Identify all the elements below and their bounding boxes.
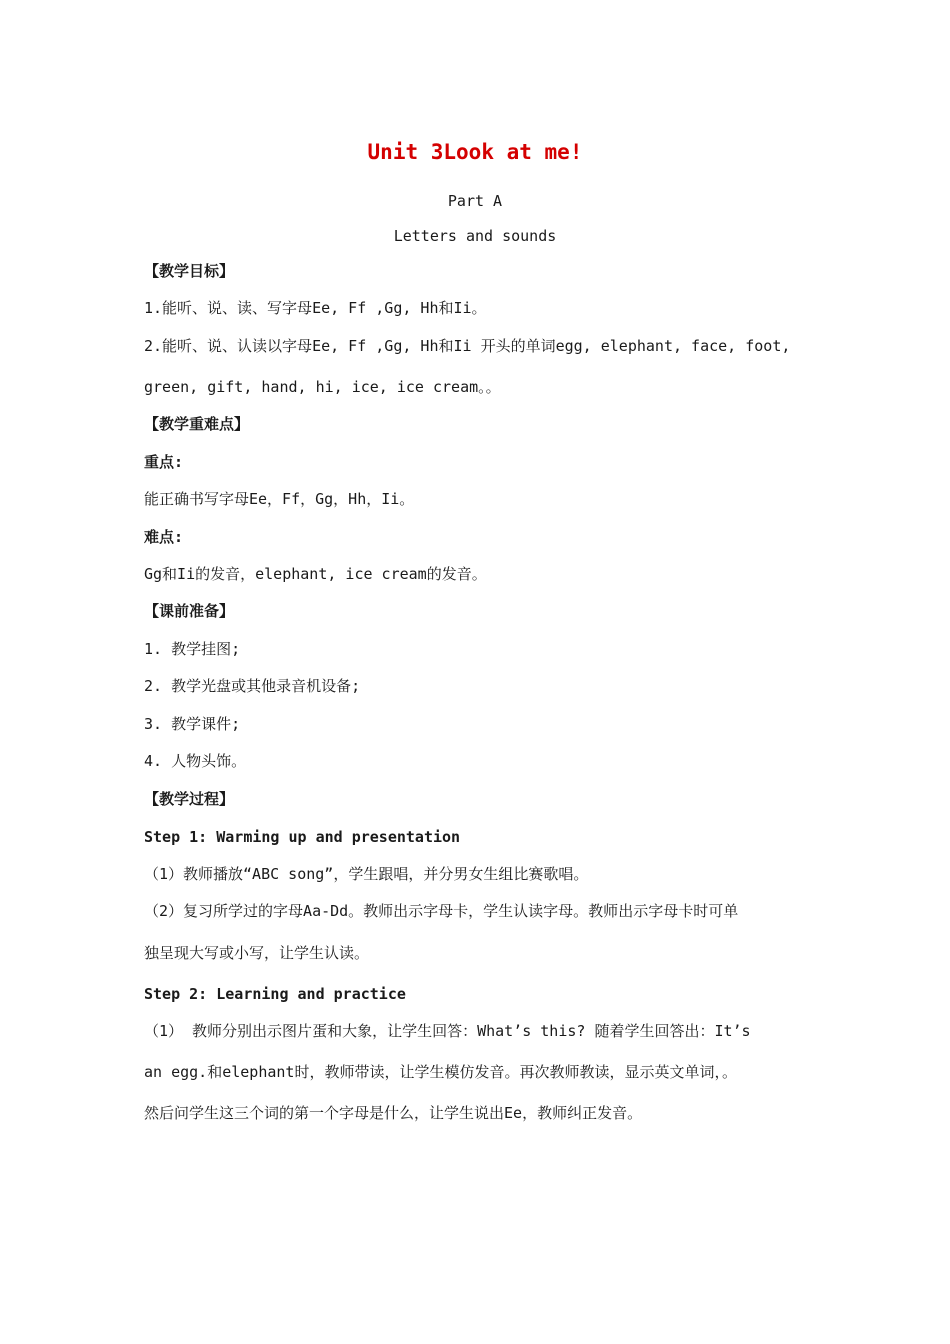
lesson-heading: Letters and sounds bbox=[393, 227, 557, 245]
section-process: 【教学过程】 bbox=[144, 790, 235, 808]
difficulty-label: 难点: bbox=[144, 528, 184, 546]
step-1-para-2-line1: （2）复习所学过的字母Aa-Dd。教师出示字母卡，学生认读字母。教师出示字母卡时可单 bbox=[144, 902, 739, 920]
step-1-para-2-line2: 独呈现大写或小写，让学生认读。 bbox=[144, 944, 370, 962]
key-label: 重点: bbox=[144, 453, 184, 471]
prep-item-1: 1. 教学挂图; bbox=[144, 640, 241, 658]
step-1-heading: Step 1: Warming up and presentation bbox=[144, 828, 461, 846]
key-text: 能正确书写字母Ee，Ff，Gg，Hh，Ii。 bbox=[144, 490, 415, 508]
step-2-para-1-line1: （1） 教师分别出示图片蛋和大象，让学生回答：What’s this? 随着学生回答出：It’s bbox=[144, 1022, 751, 1040]
objective-2-line1: 2.能听、说、认读以字母Ee, Ff ,Gg, Hh和Ii 开头的单词egg, elephant, face, foot, bbox=[144, 337, 791, 355]
difficulty-text: Gg和Ii的发音，elephant, ice cream的发音。 bbox=[144, 565, 487, 583]
objective-1: 1.能听、说、读、写字母Ee, Ff ,Gg, Hh和Ii。 bbox=[144, 299, 487, 317]
step-1-para-1: （1）教师播放“ABC song”，学生跟唱，并分男女生组比赛歌唱。 bbox=[144, 865, 589, 883]
section-preparation: 【课前准备】 bbox=[144, 602, 235, 620]
step-2-para-1-line3: 然后问学生这三个词的第一个字母是什么，让学生说出Ee，教师纠正发音。 bbox=[144, 1104, 643, 1122]
section-objectives: 【教学目标】 bbox=[144, 262, 235, 280]
prep-item-3: 3. 教学课件; bbox=[144, 715, 241, 733]
step-2-heading: Step 2: Learning and practice bbox=[144, 985, 406, 1003]
section-keypoints: 【教学重难点】 bbox=[144, 415, 250, 433]
part-heading: Part A bbox=[447, 192, 503, 210]
prep-item-2: 2. 教学光盘或其他录音机设备; bbox=[144, 677, 361, 695]
step-2-para-1-line2: an egg.和elephant时，教师带读，让学生模仿发音。再次教师教读，显示英文单词，。 bbox=[144, 1063, 737, 1081]
objective-2-line2: green, gift, hand, hi, ice, ice cream。。 bbox=[144, 378, 501, 396]
prep-item-4: 4. 人物头饰。 bbox=[144, 752, 247, 770]
document-title: Unit 3Look at me! bbox=[367, 140, 583, 164]
